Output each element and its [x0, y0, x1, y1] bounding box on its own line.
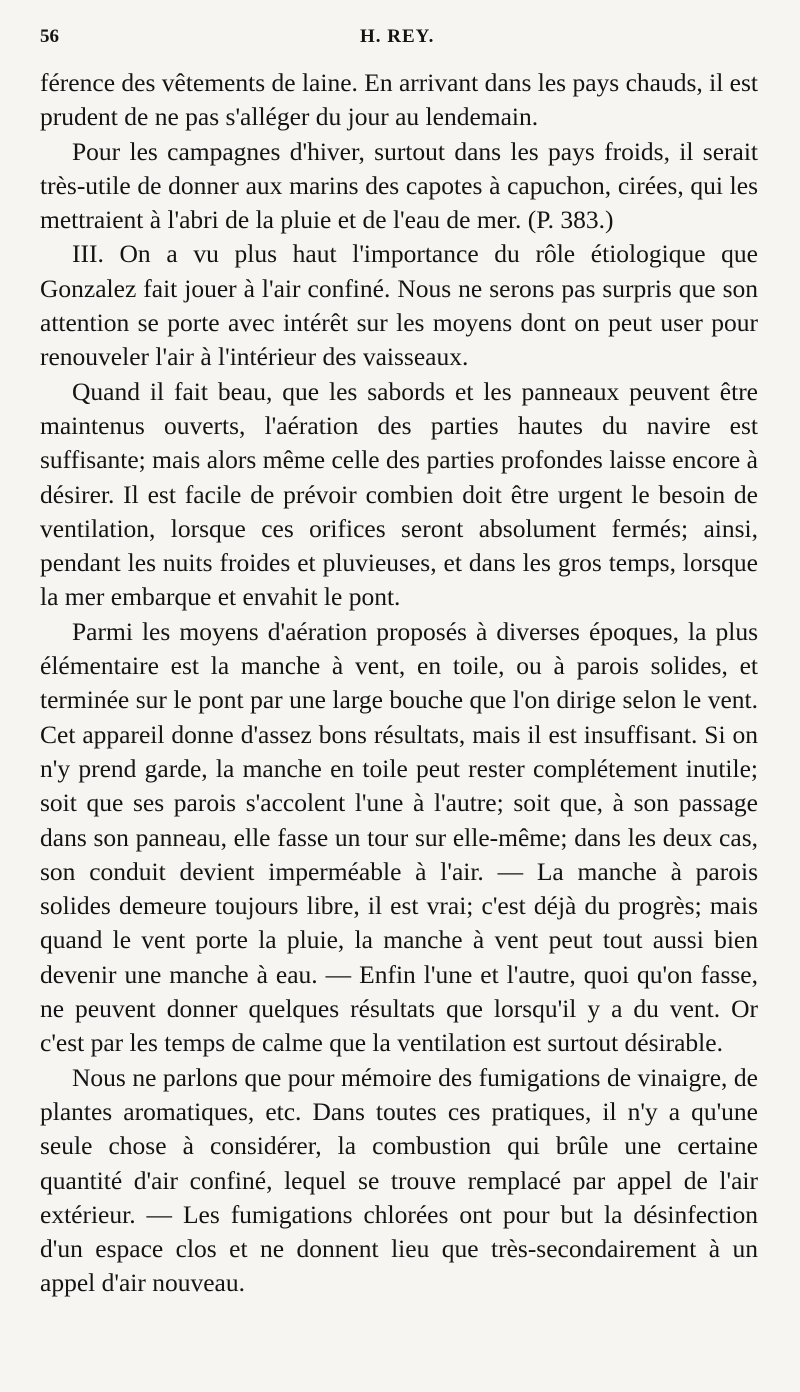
paragraph: Parmi les moyens d'aération proposés à diverses époques, la plus élémentaire est la manche à vent, en toile, ou à parois solides, et terminée sur le pont par une large bouche que l'on dirige selon le vent. Cet appareil donne d'assez bons résultats, mais il est insuffisant. Si on n'y prend garde, la manche en toile peut rester complétement inutile; soit que ses parois s'accolent l'une à l'autre; soit que, à son passage dans son panneau, elle fasse un tour sur elle-même; dans les deux cas, son conduit devient imperméable à l'air. — La manche à parois solides demeure toujours libre, il est vrai; c'est déjà du progrès; mais quand le vent porte la pluie, la manche à vent peut tout aussi bien devenir une manche à eau. — Enfin l'une et l'autre, quoi qu'on fasse, ne peuvent donner quelques résultats que lorsqu'il y a du vent. Or c'est par les temps de calme que la ventilation est surtout désirable.	[40, 616, 758, 1058]
paragraph: III. On a vu plus haut l'importance du rôle étiologique que Gonzalez fait jouer à l'air confiné. Nous ne serons pas surpris que son attention se porte avec intérêt sur les moyens dont on peut user pour renouveler l'air à l'intérieur des vaisseaux.	[40, 239, 758, 372]
page-number: 56	[40, 26, 59, 47]
paragraph: Nous ne parlons que pour mémoire des fumigations de vinaigre, de plantes aromatiques, etc. Dans toutes ces pratiques, il n'y a qu'une seule chose à considérer, la combustion qui brûle une certaine quantité d'air confiné, lequel se trouve remplacé par appel de l'air extérieur. — Les fumigations chlorées ont pour but la désinfection d'un espace clos et ne donnent lieu que très-secondairement à un appel d'air nouveau.	[40, 1062, 758, 1298]
paragraph: Quand il fait beau, que les sabords et les panneaux peuvent être maintenus ouverts, l'aération des parties hautes du navire est suffisante; mais alors même celle des parties profondes laisse encore à désirer. Il est facile de prévoir combien doit être urgent le besoin de ventilation, lorsque ces orifices seront absolument fermés; ainsi, pendant les nuits froides et pluvieuses, et dans les gros temps, lorsque la mer embarque et envahit le pont.	[40, 376, 758, 612]
paragraph: férence des vêtements de laine. En arrivant dans les pays chauds, il est prudent de ne pas s'alléger du jour au lendemain.	[40, 68, 758, 132]
page-body	[40, 66, 758, 1301]
running-head: H. REY.	[360, 26, 435, 47]
page-header	[40, 26, 760, 56]
paragraph: Pour les campagnes d'hiver, surtout dans les pays froids, il serait très-utile de donner aux marins des capotes à capuchon, cirées, qui les mettraient à l'abri de la pluie et de l'eau de mer. (P. 383.)	[40, 136, 758, 235]
